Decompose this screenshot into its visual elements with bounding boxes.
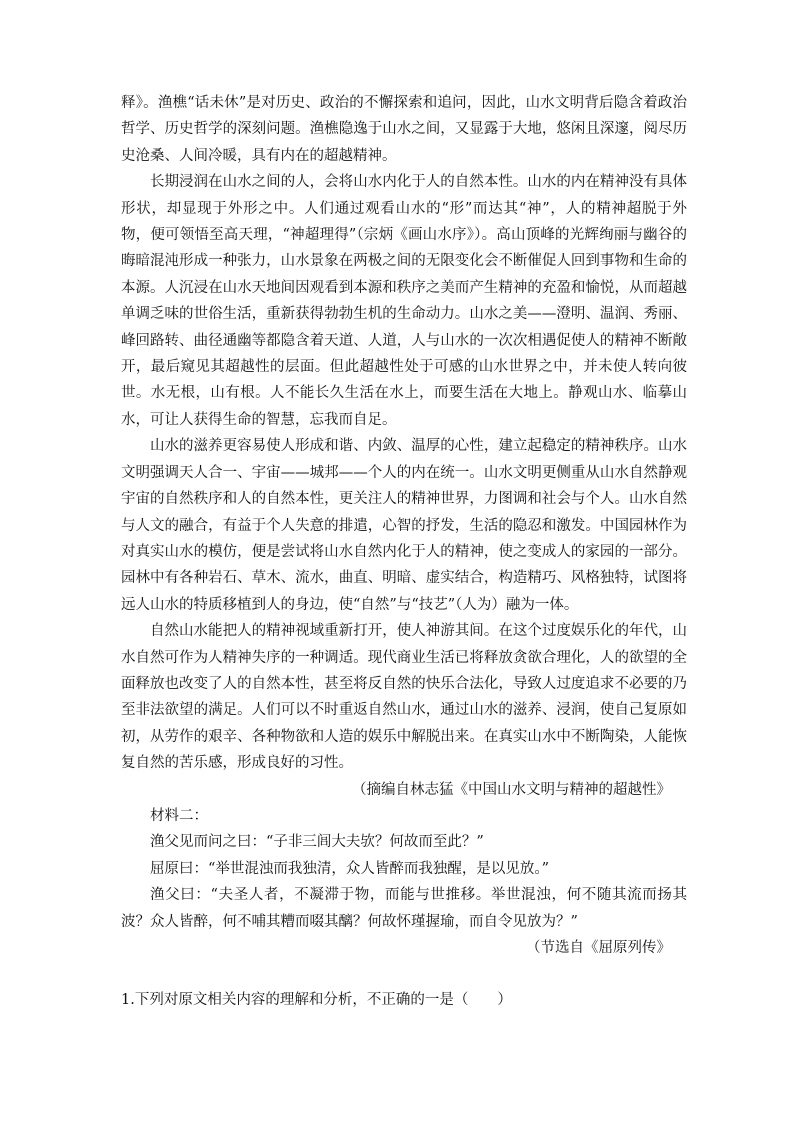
material-heading: 材料二：: [150, 807, 208, 824]
dialogue-line: 渔父见而问之曰：“子非三闾大夫欤？何故而至此？”: [150, 834, 484, 851]
article-body: [121, 90, 687, 961]
paragraph-continued: 释》。渔樵“话未休”是对历史、政治的不懈探索和追问，因此，山水文明背后隐含着政治哲学、历史哲学的深刻问题。渔樵隐逸于山水之间，又显露于大地，悠闲且深邃，阅尽历史沧桑、人间冷暖，具有内在的超越精神。: [121, 95, 687, 164]
source-citation: （节选自《屈原列传》: [526, 940, 671, 956]
paragraph: 山水的滋养更容易使人形成和谐、内敛、温厚的心性，建立起稳定的精神秩序。山水文明强调天人合一、宇宙——城邦——个人的内在统一。山水文明更侧重从山水自然静观宇宙的自然秩序和人的自然本性，更关注人的精神世界，力图调和社会与个人。山水自然与人文的融合，有益于个人失意的排遣，心智的抒发，生活的隐忍和激发。中国园林作为对真实山水的模仿，便是尝试将山水自然内化于人的精神，使之变成人的家园的一部分。园林中有各种岩石、草木、流水，曲直、明暗、虚实结合，构造精巧、风格独特，试图将远人山水的特质移植到人的身边，使“自然”与“技艺”（人为）融为一体。: [121, 438, 687, 613]
paragraph: 长期浸润在山水之间的人，会将山水内化于人的自然本性。山水的内在精神没有具体形状，却显现于外形之中。人们通过观看山水的“形”而达其“神”，人的精神超脱于外物，便可领悟至高天理，“神超理得”（宗炳《画山水序》）。高山顶峰的光辉绚丽与幽谷的晦暗混沌形成一种张力，山水景象在两极之间的无限变化会不断催促人回到事物和生命的本源。人沉浸在山水天地间因观看到本源和秩序之美而产生精神的充盈和愉悦，从而超越单调乏味的世俗生活，重新获得勃勃生机的生命动力。山水之美——澄明、温润、秀丽、峰回路转、曲径通幽等都隐含着天道、人道，人与山水的一次次相遇促使人的精神不断敞开，最后窥见其超越性的层面。但此超越性处于可感的山水世界之中，并未使人转向彼世。水无根，山有根。人不能长久生活在水上，而要生活在大地上。静观山水、临摹山水，可让人获得生命的智慧，忘我而自足。: [121, 174, 687, 428]
question-text: 1.下列对原文相关内容的理解和分析，不正确的一是（ ）: [121, 992, 512, 1008]
source-citation: （摘编自林志猛《中国山水文明与精神的超越性》: [352, 781, 671, 798]
paragraph: 自然山水能把人的精神视域重新打开，使人神游其间。在这个过度娱乐化的年代，山水自然可作为人精神失序的一种调适。现代商业生活已将释放贪欲合理化，人的欲望的全面释放也改变了人的自然本性，甚至将反自然的快乐合法化，导致人过度追求不必要的乃至非法欲望的满足。人们可以不时重返自然山水，通过山水的滋养、浸润，使自己复原如初，从劳作的艰辛、各种物欲和人造的娱乐中解脱出来。在真实山水中不断陶染，人能恢复自然的苦乐感，形成良好的习性。: [121, 623, 687, 772]
dialogue-line: 屈原曰：“举世混浊而我独清，众人皆醉而我独醒，是以见放。”: [150, 860, 550, 877]
dialogue-line: 渔父曰：“夫圣人者，不凝滞于物，而能与世推移。举世混浊，何不随其流而扬其波？众人皆醉，何不哺其糟而啜其醨？何故怀瑾握瑜，而自令见放为？”: [121, 887, 687, 930]
